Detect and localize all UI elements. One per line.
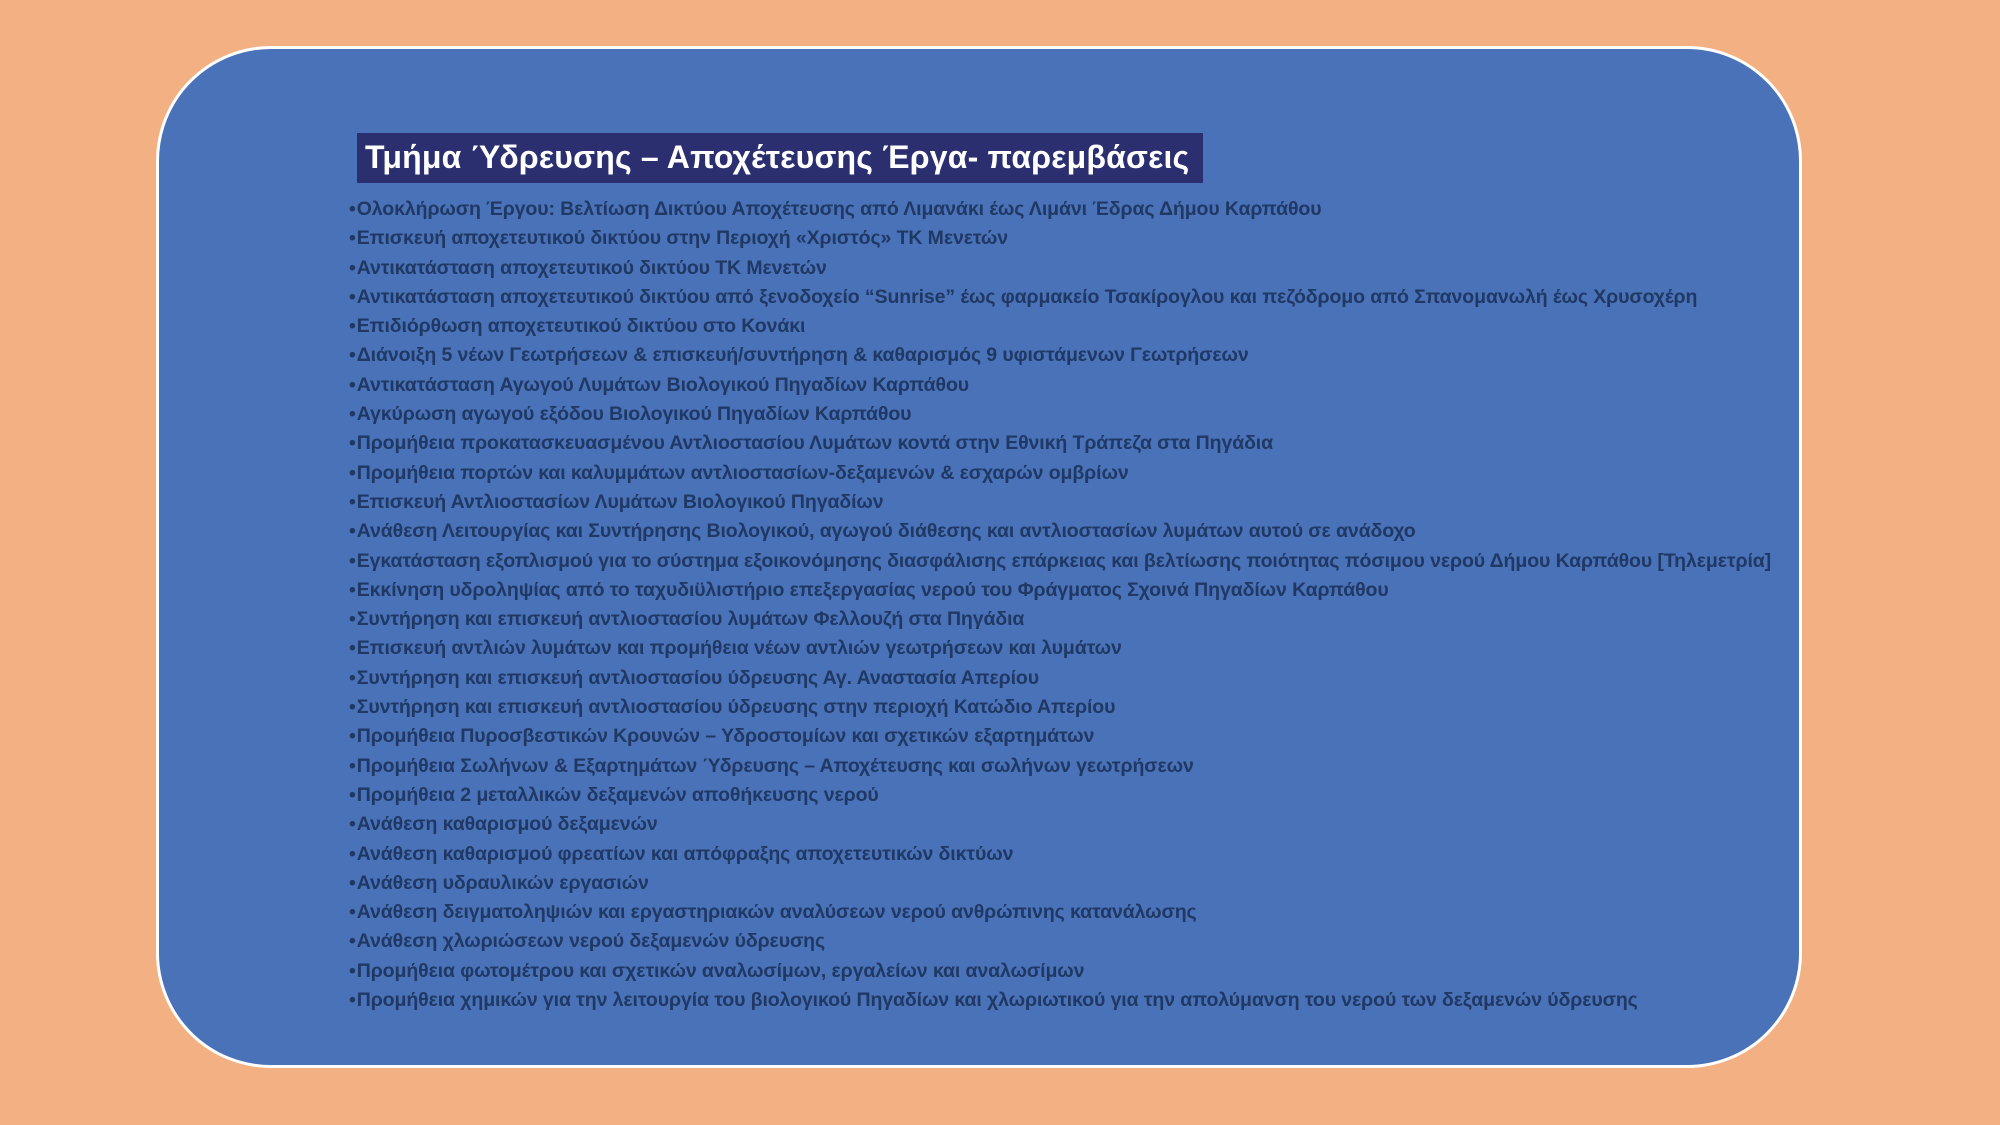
- bullet-text: Προμήθεια προκατασκευασμένου Αντλιοστασίου Λυμάτων κοντά στην Εθνική Τράπεζα στα Πηγάδια: [356, 432, 1274, 455]
- list-item: [349, 517, 1909, 546]
- bullet-icon: •: [349, 871, 356, 894]
- slide-title-text: Τμήμα Ύδρευσης – Αποχέτευσης Έργα- παρεμβάσεις: [357, 133, 1203, 183]
- bullet-icon: •: [349, 959, 356, 982]
- list-item: [349, 957, 1909, 986]
- list-item: [349, 664, 1909, 693]
- list-item: [349, 986, 1909, 1015]
- bullet-icon: •: [349, 725, 356, 748]
- bullet-icon: •: [349, 813, 356, 836]
- bullet-text: Εγκατάσταση εξοπλισμού για το σύστημα εξοικονόμησης διασφάλισης επάρκειας και βελτίωσης ποιότητας πόσιμου νερού Δήμου Καρπάθου [Τηλεμετρία]: [356, 549, 1772, 572]
- bullet-text: Προμήθεια Πυροσβεστικών Κρουνών – Υδροστομίων και σχετικών εξαρτημάτων: [356, 725, 1095, 748]
- bullet-icon: •: [349, 315, 356, 338]
- bullet-text: Αντικατάσταση Αγωγού Λυμάτων Βιολογικού Πηγαδίων Καρπάθου: [356, 373, 970, 396]
- bullet-icon: •: [349, 989, 356, 1012]
- bullet-text: Προμήθεια χημικών για την λειτουργία του βιολογικού Πηγαδίων και χλωριωτικού για την απολύμανση του νερού των δεξαμενών ύδρευσης: [356, 989, 1638, 1012]
- bullet-icon: •: [349, 403, 356, 426]
- bullet-text: Ολοκλήρωση Έργου: Βελτίωση Δικτύου Αποχέτευσης από Λιμανάκι έως Λιμάνι Έδρας Δήμου Καρπάθου: [356, 198, 1322, 220]
- bullet-text: Επισκευή αντλιών λυμάτων και προμήθεια νέων αντλιών γεωτρήσεων και λυμάτων: [356, 637, 1122, 660]
- list-item: [349, 341, 1909, 370]
- bullet-text: Ανάθεση καθαρισμού φρεατίων και απόφραξης αποχετευτικών δικτύων: [356, 842, 1014, 865]
- bullet-icon: •: [349, 198, 356, 220]
- bullet-text: Συντήρηση και επισκευή αντλιοστασίου λυμάτων Φελλουζή στα Πηγάδια: [356, 608, 1025, 631]
- slide-title: [357, 133, 1957, 183]
- bullet-list: [349, 195, 1909, 1015]
- bullet-text: Ανάθεση Λειτουργίας και Συντήρησης Βιολογικού, αγωγού διάθεσης και αντλιοστασίων λυμάτων αυτού σε ανάδοχο: [356, 520, 1416, 543]
- bullet-icon: •: [349, 549, 356, 572]
- list-item: [349, 722, 1909, 751]
- bullet-icon: •: [349, 520, 356, 543]
- bullet-icon: •: [349, 901, 356, 924]
- bullet-icon: •: [349, 344, 356, 367]
- content-panel: [156, 46, 1802, 1068]
- bullet-text: Επισκευή αποχετευτικού δικτύου στην Περιοχή «Χριστός» ΤΚ Μενετών: [356, 227, 1009, 250]
- list-item: [349, 605, 1909, 634]
- list-item: [349, 810, 1909, 839]
- list-item: [349, 576, 1909, 605]
- bullet-icon: •: [349, 783, 356, 806]
- bullet-text: Αγκύρωση αγωγού εξόδου Βιολογικού Πηγαδίων Καρπάθου: [356, 403, 912, 426]
- bullet-text: Προμήθεια φωτομέτρου και σχετικών αναλωσίμων, εργαλείων και αναλωσίμων: [356, 959, 1085, 982]
- bullet-text: Εκκίνηση υδροληψίας από το ταχυδιϋλιστήριο επεξεργασίας νερού του Φράγματος Σχοινά Πηγαδίων Καρπάθου: [356, 578, 1389, 601]
- bullet-icon: •: [349, 666, 356, 689]
- list-item: [349, 254, 1909, 283]
- list-item: [349, 547, 1909, 576]
- list-item: [349, 224, 1909, 253]
- bullet-text: Προμήθεια Σωλήνων & Εξαρτημάτων Ύδρευσης – Αποχέτευσης και σωλήνων γεωτρήσεων: [356, 754, 1194, 777]
- list-item: [349, 840, 1909, 869]
- bullet-text: Συντήρηση και επισκευή αντλιοστασίου ύδρευσης Αγ. Αναστασία Απερίου: [356, 666, 1039, 689]
- bullet-icon: •: [349, 461, 356, 484]
- list-item: [349, 488, 1909, 517]
- list-item: [349, 429, 1909, 458]
- list-item: [349, 195, 1909, 224]
- list-item: [349, 781, 1909, 810]
- bullet-icon: •: [349, 285, 356, 308]
- list-item: [349, 752, 1909, 781]
- bullet-text: Συντήρηση και επισκευή αντλιοστασίου ύδρευσης στην περιοχή Κατώδιο Απερίου: [356, 696, 1116, 719]
- list-item: [349, 898, 1909, 927]
- bullet-text: Επισκευή Αντλιοστασίων Λυμάτων Βιολογικού Πηγαδίων: [356, 490, 884, 513]
- bullet-icon: •: [349, 637, 356, 660]
- bullet-text: Ανάθεση δειγματοληψιών και εργαστηριακών αναλύσεων νερού ανθρώπινης κατανάλωσης: [356, 901, 1197, 924]
- list-item: [349, 459, 1909, 488]
- bullet-icon: •: [349, 256, 356, 279]
- bullet-icon: •: [349, 432, 356, 455]
- bullet-text: Προμήθεια πορτών και καλυμμάτων αντλιοστασίων-δεξαμενών & εσχαρών ομβρίων: [356, 461, 1129, 484]
- bullet-text: Προμήθεια 2 μεταλλικών δεξαμενών αποθήκευσης νερού: [356, 783, 879, 806]
- bullet-icon: •: [349, 490, 356, 513]
- bullet-icon: •: [349, 578, 356, 601]
- bullet-text: Ανάθεση καθαρισμού δεξαμενών: [356, 813, 658, 836]
- bullet-icon: •: [349, 227, 356, 250]
- bullet-text: Επιδιόρθωση αποχετευτικού δικτύου στο Κονάκι: [356, 315, 806, 338]
- bullet-text: Αντικατάσταση αποχετευτικού δικτύου ΤΚ Μενετών: [356, 256, 827, 279]
- bullet-icon: •: [349, 930, 356, 953]
- list-item: [349, 400, 1909, 429]
- bullet-text: Αντικατάσταση αποχετευτικού δικτύου από ξενοδοχείο “Sunrise” έως φαρμακείο Τσακίρογλου και πεζόδρομο από Σπανομανωλή έως Χρυσοχέρη: [356, 285, 1698, 308]
- list-item: [349, 283, 1909, 312]
- bullet-icon: •: [349, 608, 356, 631]
- bullet-icon: •: [349, 696, 356, 719]
- list-item: [349, 693, 1909, 722]
- bullet-icon: •: [349, 842, 356, 865]
- bullet-text: Διάνοιξη 5 νέων Γεωτρήσεων & επισκευή/συντήρηση & καθαρισμός 9 υφιστάμενων Γεωτρήσεων: [356, 344, 1249, 367]
- bullet-icon: •: [349, 373, 356, 396]
- list-item: [349, 634, 1909, 663]
- list-item: [349, 869, 1909, 898]
- bullet-text: Ανάθεση υδραυλικών εργασιών: [356, 871, 649, 894]
- bullet-icon: •: [349, 754, 356, 777]
- list-item: [349, 927, 1909, 956]
- list-item: [349, 312, 1909, 341]
- list-item: [349, 371, 1909, 400]
- bullet-text: Ανάθεση χλωριώσεων νερού δεξαμενών ύδρευσης: [356, 930, 826, 953]
